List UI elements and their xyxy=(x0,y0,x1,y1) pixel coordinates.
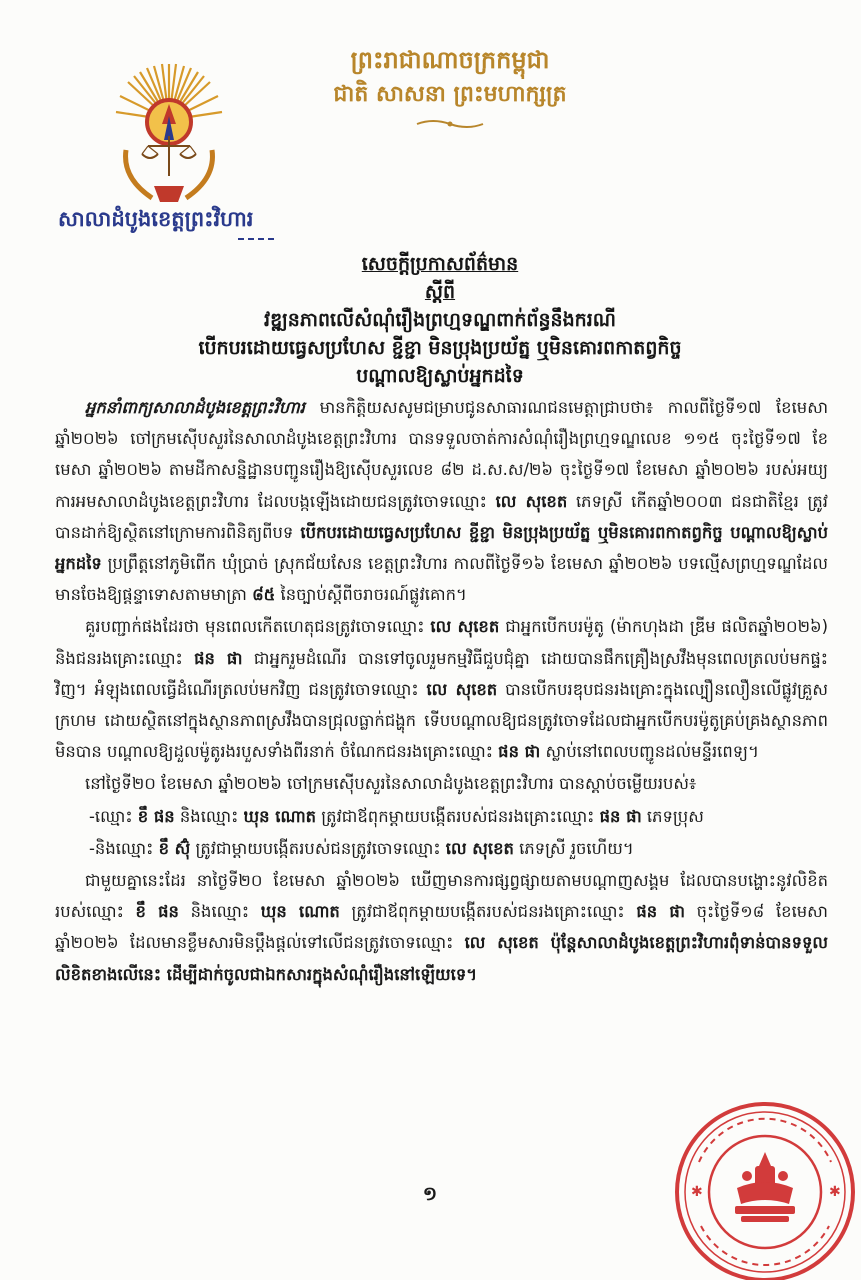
ornament-icon xyxy=(415,118,485,130)
announcement-title xyxy=(140,250,740,390)
accused-name: លេ សុខេត xyxy=(495,491,568,511)
accused-mother-name: ខឹ ស៊ុំ xyxy=(158,838,191,858)
court-statement: ប៉ុន្តែសាលាដំបូងខេត្តព្រះវិហារពុំទាន់បានទទួលលិខិតខាងលើនេះ ដើម្បីដាក់ចូលជាឯកសារក្នុងសំណុំរឿងនៅឡើយទេ។ xyxy=(55,933,828,984)
announcement-body xyxy=(55,392,828,990)
title-line-2: ស្តីពី xyxy=(424,281,456,303)
victim-name: ផន ផា xyxy=(636,902,685,922)
title-line-4: បើកបរដោយធ្វេសប្រហែស ខ្ជីខ្ជា មិនប្រុងប្រយ័ត្ន ឬមិនគោរពកាតព្វកិច្ច xyxy=(198,337,682,359)
accused-name: លេ សុខេត xyxy=(430,617,500,637)
victim-name: ផន ផា xyxy=(498,742,541,762)
article-number: ៨៥ xyxy=(252,585,276,605)
accused-name: លេ សុខេត xyxy=(426,679,498,699)
accused-name: លេ សុខេត xyxy=(464,933,539,953)
mother-name: ឃុន ណោត xyxy=(260,902,340,922)
kingdom-header xyxy=(260,42,640,134)
charge-text: បើកបរដោយធ្វេសប្រហែស ខ្ជីខ្ជា មិនប្រុងប្រយ័ត្ន ឬមិនគោរពកាតព្វកិច្ច បណ្តាលឱ្យស្លាប់អ្នកដទៃ xyxy=(55,522,828,574)
paragraph-4: ជាមួយគ្នានេះដែរ នាថ្ងៃទី២០ ខែមេសា ឆ្នាំ២០២៦ ឃើញមានការផ្សព្វផ្សាយតាមបណ្តាញសង្គម ដែលបានបង្ហោះនូវលិខិតរបស់ឈ្មោះ ខឹ ផន និងឈ្មោះ ឃុន ណោត ត្រូវជាឪពុកម្តាយបង្កើតរបស់ជនរងគ្រោះឈ្មោះ ផន ផា ចុះថ្ងៃទី១៨ ខែមេសា ឆ្នាំ២០២៦ ដែលមានខ្លឹមសារមិនប្តឹងផ្តល់ទៅលើជនត្រូវចោទឈ្មោះ លេ សុខេត ប៉ុន្តែសាលាដំបូងខេត្តព្រះវិហារពុំទាន់បានទទួលលិខិតខាងលើនេះ ដើម្បីដាក់ចូលជាឯកសារក្នុងសំណុំរឿងនៅឡើយទេ។ xyxy=(55,871,828,984)
accused-name: លេ សុខេត xyxy=(445,838,514,858)
title-line-1: សេចក្តីប្រកាសព័ត៌មាន xyxy=(361,253,519,275)
svg-text:✱: ✱ xyxy=(691,1184,703,1200)
divider xyxy=(238,238,274,240)
paragraph-1: អ្នកនាំពាក្យសាលាដំបូងខេត្តព្រះវិហារ មានកិត្តិយសសូមជម្រាបជូនសាធារណជនមេត្តាជ្រាបថា៖ កាលពីថ្ងៃទី១៧ ខែមេសា ឆ្នាំ២០២៦ ចៅក្រមស៊ើបសួរនៃសាលាដំបូងខេត្តព្រះវិហារ បានទទួលចាត់ការសំណុំរឿងព្រហ្មទណ្ឌលេខ ១១៥ ចុះថ្ងៃទី១៧ ខែមេសា ឆ្នាំ២០២៦ តាមដីកាសន្និដ្ឋានបញ្ជូនរឿងឱ្យស៊ើបសួរលេខ ៨២ ដ.ស.ស/២៦ ចុះថ្ងៃទី១៧ ខែមេសា ឆ្នាំ២០២៦ របស់អយ្យការអមសាលាដំបូងខេត្តព្រះវិហារ ដែលបង្កឡើងដោយជនត្រូវចោទឈ្មោះ លេ សុខេត ភេទស្រី កើតឆ្នាំ២០០៣ ជនជាតិខ្មែរ ត្រូវបានដាក់ឱ្យស្ថិតនៅក្រោមការពិនិត្យពីបទ បើកបរដោយធ្វេសប្រហែស ខ្ជីខ្ជា មិនប្រុងប្រយ័ត្ន ឬមិនគោរពកាតព្វកិច្ច បណ្តាលឱ្យស្លាប់អ្នកដទៃ ប្រព្រឹត្តនៅភូមិពើក ឃុំប្រាច់ ស្រុកជ័យសែន ខេត្តព្រះវិហារ កាលពីថ្ងៃទី១៦ ខែមេសា ឆ្នាំ២០២៦ បទល្មើសព្រហ្មទណ្ឌដែលមានចែងឱ្យផ្តន្ទាទោសតាមមាត្រា ៨៥ នៃច្បាប់ស្តីពីចរាចរណ៍ផ្លូវគោក។ xyxy=(55,398,828,605)
national-motto: ជាតិ សាសនា ព្រះមហាក្សត្រ xyxy=(333,82,567,107)
paragraph-3: នៅថ្ងៃទី២០ ខែមេសា ឆ្នាំ២០២៦ ចៅក្រមស៊ើបសួរនៃសាលាដំបូងខេត្តព្រះវិហារ បានស្តាប់ចម្លើយរបស់៖ xyxy=(85,774,697,794)
svg-text:✱: ✱ xyxy=(829,1184,841,1200)
mother-name: ឃុន ណោត xyxy=(243,806,317,826)
court-emblem-icon xyxy=(112,58,227,208)
court-name: សាលាដំបូងខេត្តព្រះវិហារ xyxy=(58,207,254,231)
official-seal-icon xyxy=(655,1092,861,1280)
list-item: -ឈ្មោះ ខឹ ផន និងឈ្មោះ ឃុន ណោត ត្រូវជាឪពុកម្តាយបង្កើតរបស់ជនរងគ្រោះឈ្មោះ ផន ផា ភេទប្រុស xyxy=(89,806,704,826)
victim-name: ផន ផា xyxy=(599,806,642,826)
paragraph-2: គួរបញ្ជាក់ផងដែរថា មុនពេលកើតហេតុជនត្រូវចោទឈ្មោះ លេ សុខេត ជាអ្នកបើកបរម៉ូតូ (ម៉ាកហុងដា ឌ្រីម ផលិតឆ្នាំ២០២៦) និងជនរងគ្រោះឈ្មោះ ផន ផា ជាអ្នករួមដំណើរ បានទៅចូលរួមកម្មវិធីជួបជុំគ្នា ដោយបានផឹកគ្រឿងស្រវឹងមុនពេលត្រលប់មកផ្ទះវិញ។ អំឡុងពេលធ្វើដំណើរត្រលប់មកវិញ ជនត្រូវចោទឈ្មោះ លេ សុខេត បានបើកបរឌុបជនរងគ្រោះក្នុងល្បឿនលឿនលើផ្លូវគ្រួសក្រហម ដោយស្ថិតនៅក្នុងស្ថានភាពស្រវឹងបានជ្រុលធ្លាក់ជង្ហុក ទើបបណ្តាលឱ្យជនត្រូវចោទដែលជាអ្នកបើកបរម៉ូតូគ្រប់គ្រងស្ថានភាពមិនបាន បណ្តាលឱ្យដួលម៉ូតូរងរបួសទាំងពីរនាក់ ចំណែកជនរងគ្រោះឈ្មោះ ផន ផា ស្លាប់នៅពេលបញ្ជូនដល់មន្ទីរពេទ្យ។ xyxy=(55,617,828,762)
kingdom-name: ព្រះរាជាណាចក្រកម្ពុជា xyxy=(350,46,550,74)
title-line-5: បណ្តាលឱ្យស្លាប់អ្នកដទៃ xyxy=(356,365,524,387)
list-item: -និងឈ្មោះ ខឹ ស៊ុំ ត្រូវជាម្តាយបង្កើតរបស់ជនត្រូវចោទឈ្មោះ លេ សុខេត ភេទស្រី រួចហើយ។ xyxy=(89,838,634,858)
victim-name: ផន ផា xyxy=(194,648,243,668)
father-name: ខឹ ផន xyxy=(135,902,179,922)
father-name: ខឹ ផន xyxy=(137,806,175,826)
page-number: ១ xyxy=(422,1183,438,1205)
spokesperson: អ្នកនាំពាក្យសាលាដំបូងខេត្តព្រះវិហារ xyxy=(85,398,305,417)
title-line-3: វឌ្ឍនភាពលើសំណុំរឿងព្រហ្មទណ្ឌពាក់ព័ន្ធនឹងករណី xyxy=(264,309,616,331)
